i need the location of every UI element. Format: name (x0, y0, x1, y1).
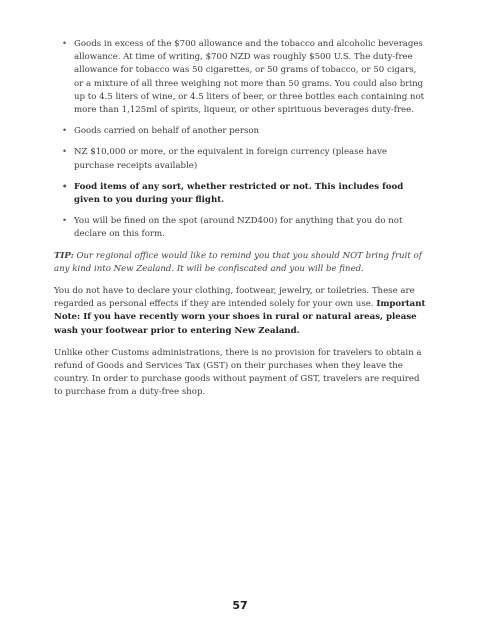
personal-effects-paragraph (54, 285, 426, 338)
restricted-items-list (54, 38, 426, 242)
list-item-text: You will be fined on the spot (around NZD400) for anything that you do not declare on this form. (74, 216, 403, 240)
list-item (54, 125, 426, 138)
list-item-text: Goods in excess of the $700 allowance and the tobacco and alcoholic beverages allowance. At time of writing, $700 NZD was roughly $500 U.S. The duty-free allowance for tobacco was 50 cigarettes, or 50 grams of tobacco, or 50 cigars, or a mixture of all three weighing not more than 50 grams. You could also bring up to 4.5 liters of wine, or 4.5 liters of beer, or three bottles each containing not more than 1,125ml of spirits, liqueur, or other spirituous beverages duty-free. (74, 39, 425, 116)
list-item-text: Goods carried on behalf of another person (74, 126, 260, 137)
list-item (54, 38, 426, 117)
tip-note (54, 250, 426, 276)
list-item-text: Food items of any sort, whether restricted or not. This includes food given to you during your flight. (74, 181, 404, 206)
list-item-text: NZ $10,000 or more, or the equivalent in foreign currency (please have purchase receipts available) (74, 147, 388, 171)
page-number: 57 (232, 599, 248, 612)
important-note: Important Note: If you have recently worn your shoes in rural or natural areas, please wash your footwear prior to entering New Zealand. (54, 299, 426, 336)
list-item (54, 181, 426, 207)
paragraph-text: You do not have to declare your clothing, footwear, jewelry, or toiletries. These are regarded as personal effects if they are intended solely for your own use. (54, 286, 415, 310)
bullet-icon: • (62, 147, 68, 158)
gst-paragraph: Unlike other Customs administrations, there is no provision for travelers to obtain a refund of Goods and Services Tax (GST) on their purchases when they leave the country. In order to purchase goods without payment of GST, travelers are required to purchase from a duty-free shop. (54, 347, 422, 398)
tip-label: TIP: (54, 250, 74, 261)
bullet-icon: • (62, 181, 68, 192)
list-item (54, 215, 426, 241)
bullet-icon: • (62, 126, 68, 137)
tip-text: Our regional office would like to remind you that you should NOT bring fruit of any kind into New Zealand. It will be confiscated and you will be fined. (54, 250, 422, 274)
list-item (54, 146, 426, 172)
bullet-icon: • (62, 39, 68, 49)
bullet-icon: • (62, 216, 68, 227)
page-content (54, 38, 426, 409)
